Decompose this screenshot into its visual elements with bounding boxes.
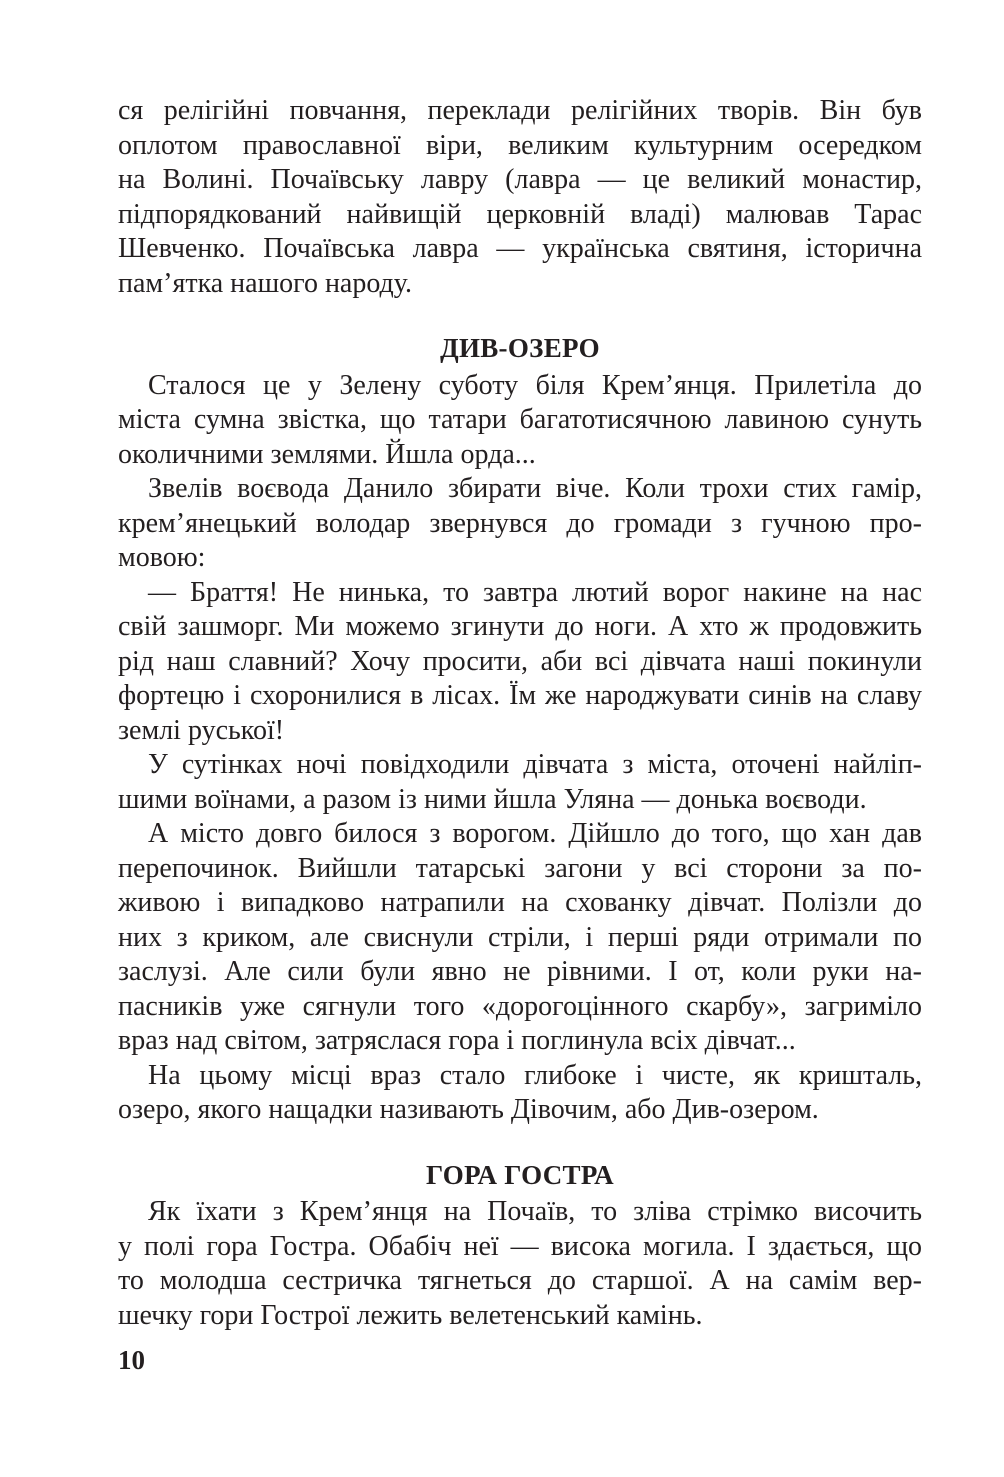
- intro-paragraph: [118, 94, 922, 301]
- text-line: них з криком, але свиснули стріли, і перші ряди отримали по: [118, 921, 922, 953]
- text-line: А місто довго билося з ворогом. Дійшло до того, що хан дав: [148, 818, 922, 849]
- text-line: рід наш славний? Хочу просити, аби всі дівчата наші покинули: [118, 645, 922, 677]
- text-line: заслузі. Але сили були явно не рівними. І от, коли руки на-: [118, 956, 922, 987]
- section-heading-hora-hostra: ГОРА ГОСТРА: [426, 1159, 614, 1190]
- text-line: враз над світом, затряслася гора і поглинула всіх дівчат...: [118, 1025, 796, 1056]
- text-line: підпорядкований найвищій церковній владі) малював Тарас: [118, 198, 922, 230]
- paragraph: [118, 1195, 922, 1333]
- page-number: 10: [118, 1345, 145, 1375]
- text-line: крем’янецький володар звернувся до громади з гучною про-: [118, 507, 922, 539]
- text-line: Звелів воєвода Данило збирати віче. Коли трохи стих гамір,: [148, 473, 922, 504]
- paragraph: [118, 576, 922, 749]
- text-line: шими воїнами, а разом із ними йшла Уляна — донька воєводи.: [118, 783, 867, 815]
- text-line: шечку гори Гострої лежить велетенський камінь.: [118, 1299, 703, 1331]
- paragraph: [118, 817, 922, 1059]
- text-line: Як їхати з Крем’янця на Почаїв, то зліва стрімко височить: [148, 1196, 922, 1227]
- text-line: пам’ятка нашого народу.: [118, 267, 412, 299]
- text-line: оплотом православної віри, великим культурним осередком: [118, 129, 922, 161]
- text-line: пасників уже сягнули того «дорогоцінного скарбу», загриміло: [118, 990, 922, 1022]
- text-line: мовою:: [118, 542, 206, 573]
- paragraph: [118, 1059, 922, 1128]
- text-line: фортецю і схоронилися в лісах. Їм же народжувати синів на славу: [118, 680, 922, 711]
- section-div-ozero: [118, 369, 922, 1128]
- paragraph: [118, 472, 922, 576]
- section-heading-div-ozero: ДИВ-ОЗЕРО: [440, 333, 600, 363]
- text-line: Сталося це у Зелену суботу біля Крем’янця. Прилетіла до: [148, 369, 922, 401]
- text-line: у полі гора Гостра. Обабіч неї — висока могила. І здається, що: [118, 1230, 922, 1262]
- text-line: — Браття! Не нинька, то завтра лютий ворог накине на нас: [148, 576, 922, 608]
- text-line: У сутінках ночі повідходили дівчата з міста, оточені найліп-: [148, 749, 922, 780]
- page-body: [118, 94, 922, 1333]
- text-line: на Волині. Почаївську лавру (лавра — це великий монастир,: [118, 164, 922, 195]
- text-line: міста сумна звістка, що татари багатотисячною лавиною сунуть: [118, 404, 922, 435]
- text-line: то молодша сестричка тягнеться до старшої. А на самім вер-: [118, 1265, 922, 1296]
- text-line: околичними землями. Йшла орда...: [118, 438, 536, 470]
- text-line: На цьому місці враз стало глибоке і чисте, як кришталь,: [148, 1059, 922, 1091]
- paragraph: [118, 369, 922, 473]
- paragraph: [118, 748, 922, 817]
- text-line: перепочинок. Вийшли татарські загони у всі сторони за по-: [118, 852, 922, 884]
- text-line: озеро, якого нащадки називають Дівочим, або Див-озером.: [118, 1094, 819, 1125]
- text-line: живою і випадково натрапили на схованку дівчат. Полізли до: [118, 887, 922, 918]
- text-line: Шевченко. Почаївська лавра — українська святиня, історична: [118, 233, 922, 264]
- section-hora-hostra: [118, 1195, 922, 1333]
- text-line: землі руської!: [118, 714, 285, 746]
- text-line: ся релігійні повчання, переклади релігійних творів. Він був: [118, 95, 922, 126]
- text-line: свій зашморг. Ми можемо згинути до ноги. А хто ж продовжить: [118, 611, 922, 642]
